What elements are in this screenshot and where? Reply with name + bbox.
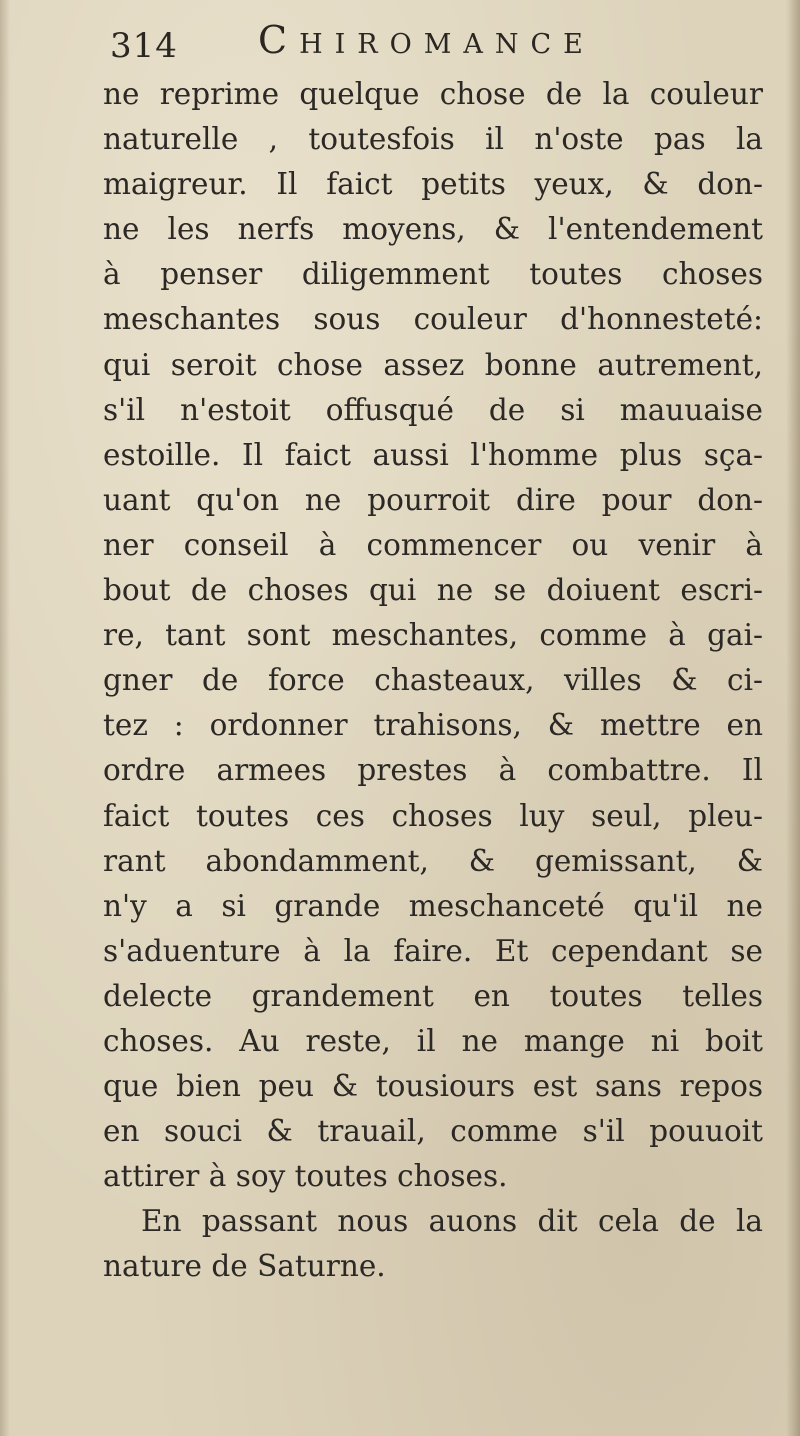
text-line: maigreur. Il faict petits yeux, & don- [103, 167, 763, 202]
text-line: naturelle , toutesfois il n'oste pas la [103, 122, 763, 157]
text-line: n'y a si grande meschanceté qu'il ne [103, 888, 763, 923]
text-line: estoille. Il faict aussi l'homme plus sça- [103, 437, 763, 472]
page-right-edge [786, 0, 800, 1436]
text-line: uant qu'on ne pourroit dire pour don- [103, 482, 763, 517]
running-title: Chiromance [258, 18, 595, 62]
text-line: qui seroit chose assez bonne autrement, [103, 347, 763, 382]
text-line: attirer à soy toutes choses. [103, 1159, 508, 1194]
paragraph-first-line: En passant nous auons dit cela de la [141, 1204, 763, 1239]
text-line: nature de Saturne. [103, 1249, 386, 1284]
text-line: re, tant sont meschantes, comme à gai- [103, 618, 763, 653]
text-line: delecte grandement en toutes telles [103, 978, 763, 1013]
page-header [110, 14, 750, 72]
text-line: ne les nerfs moyens, & l'entendement [103, 212, 763, 247]
text-line: ordre armees prestes à combattre. Il [103, 753, 763, 788]
text-line: meschantes sous couleur d'honnesteté: [103, 302, 763, 337]
text-line: en souci & trauail, comme s'il pouuoit [103, 1114, 763, 1149]
text-line: ner conseil à commencer ou venir à [103, 527, 763, 562]
text-line: que bien peu & tousiours est sans repos [103, 1069, 763, 1104]
text-line: s'il n'estoit offusqué de si mauuaise [103, 392, 763, 427]
page-left-edge [0, 0, 10, 1436]
text-line: choses. Au reste, il ne mange ni boit [103, 1023, 763, 1058]
text-line: tez : ordonner trahisons, & mettre en [103, 708, 763, 743]
body-text [103, 72, 763, 1290]
text-line: rant abondamment, & gemissant, & [103, 843, 763, 878]
text-line: ne reprime quelque chose de la couleur [103, 77, 763, 111]
text-line: bout de choses qui ne se doiuent escri- [103, 573, 763, 608]
text-line: à penser diligemment toutes choses [103, 257, 763, 292]
text-line: s'aduenture à la faire. Et cependant se [103, 933, 763, 968]
page-number: 314 [110, 26, 178, 66]
text-line: faict toutes ces choses luy seul, pleu- [103, 798, 763, 833]
text-line: gner de force chasteaux, villes & ci- [103, 663, 763, 698]
